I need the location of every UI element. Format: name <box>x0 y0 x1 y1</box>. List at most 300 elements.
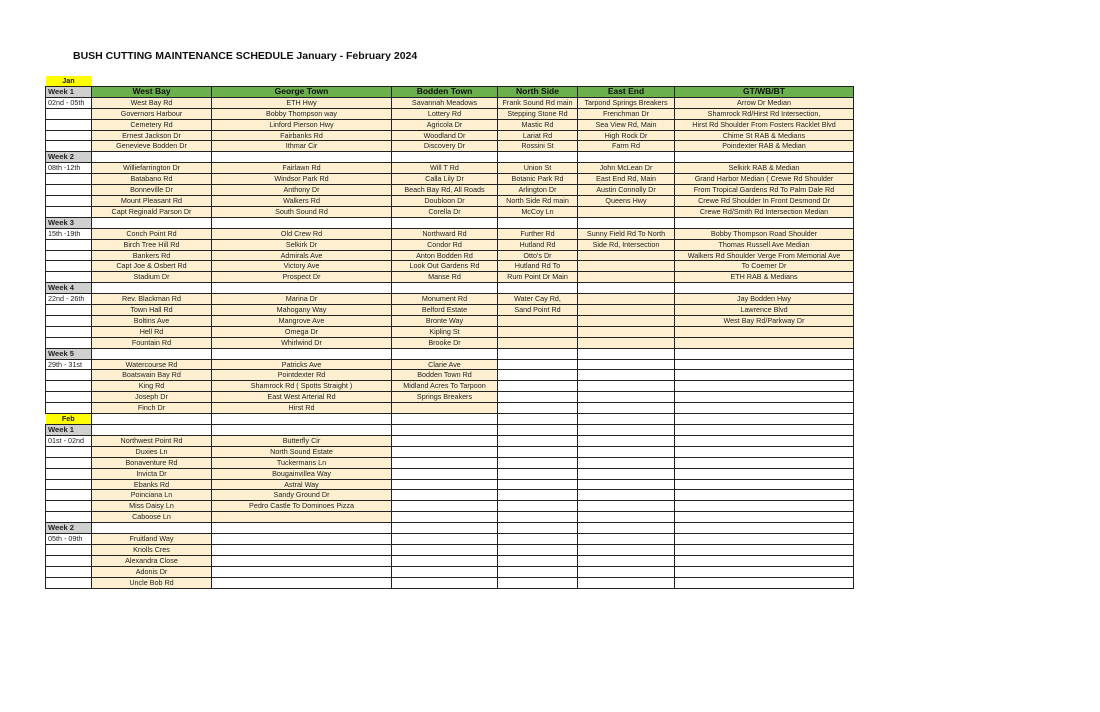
road-cell: Linford Pierson Hwy <box>212 119 392 130</box>
table-row <box>46 119 854 130</box>
road-cell: Bronte Way <box>392 315 498 326</box>
empty-cell <box>392 435 498 446</box>
spacer-cell <box>498 76 578 86</box>
road-cell: Bonneville Dr <box>92 185 212 196</box>
empty-cell <box>392 446 498 457</box>
table-row <box>46 566 854 577</box>
road-cell: East End Rd, Main <box>578 174 675 185</box>
road-cell: Fairlawn Rd <box>212 163 392 174</box>
road-cell: Springs Breakers <box>392 392 498 403</box>
week-label: Week 3 <box>46 217 92 228</box>
table-row <box>46 272 854 283</box>
road-cell: North Sound Estate <box>212 446 392 457</box>
road-cell: Miss Daisy Ln <box>92 501 212 512</box>
week-label: Week 2 <box>46 523 92 534</box>
road-cell: Water Cay Rd, <box>498 294 578 305</box>
road-cell: Crewe Rd/Smith Rd Intersection Median <box>675 206 854 217</box>
road-cell: Pedro Castle To Dominoes Pizza <box>212 501 392 512</box>
road-cell: Rum Point Dr Main <box>498 272 578 283</box>
empty-cell <box>578 479 675 490</box>
road-cell: Mangrove Ave <box>212 315 392 326</box>
empty-cell <box>92 152 212 163</box>
table-row <box>46 501 854 512</box>
road-cell: Thomas Russell Ave Median <box>675 239 854 250</box>
week-dates: 01st - 02nd <box>46 435 92 446</box>
empty-cell <box>498 283 578 294</box>
road-cell: Crewe Rd Shoulder In Front Desmond Dr <box>675 195 854 206</box>
empty-cell <box>498 435 578 446</box>
road-cell: King Rd <box>92 381 212 392</box>
empty-cell <box>578 348 675 359</box>
road-cell: Mastic Rd <box>498 119 578 130</box>
road-cell: ETH Hwy <box>212 97 392 108</box>
empty-cell <box>578 490 675 501</box>
empty-cell <box>675 479 854 490</box>
table-row <box>46 163 854 174</box>
road-cell: Mahogany Way <box>212 305 392 316</box>
road-cell: Ebanks Rd <box>92 479 212 490</box>
road-cell: Victory Ave <box>212 261 392 272</box>
empty-cell <box>46 174 92 185</box>
empty-cell <box>212 414 392 425</box>
road-cell: Watercourse Rd <box>92 359 212 370</box>
empty-cell <box>675 544 854 555</box>
road-cell: Frank Sound Rd main <box>498 97 578 108</box>
road-cell: Hutland Rd <box>498 239 578 250</box>
road-cell: Batabano Rd <box>92 174 212 185</box>
road-cell: Otto's Dr <box>498 250 578 261</box>
road-cell: Chime St RAB & Medians <box>675 130 854 141</box>
road-cell: Bodden Town Rd <box>392 370 498 381</box>
empty-cell <box>498 381 578 392</box>
empty-cell <box>46 479 92 490</box>
empty-cell <box>392 468 498 479</box>
table-row <box>46 326 854 337</box>
empty-cell <box>578 425 675 436</box>
empty-cell <box>46 185 92 196</box>
empty-cell <box>498 577 578 588</box>
road-cell: Side Rd, Intersection <box>578 239 675 250</box>
table-row <box>46 305 854 316</box>
empty-cell <box>578 534 675 545</box>
table-row <box>46 512 854 523</box>
empty-cell <box>392 577 498 588</box>
empty-cell <box>46 392 92 403</box>
week-dates: 15th -19th <box>46 228 92 239</box>
empty-cell <box>498 337 578 348</box>
empty-cell <box>46 370 92 381</box>
empty-cell <box>675 414 854 425</box>
road-cell: Sandy Ground Dr <box>212 490 392 501</box>
road-cell: Fruitland Way <box>92 534 212 545</box>
empty-cell <box>498 403 578 414</box>
empty-cell <box>46 305 92 316</box>
empty-cell <box>498 446 578 457</box>
empty-cell <box>498 326 578 337</box>
empty-cell <box>675 337 854 348</box>
empty-cell <box>392 348 498 359</box>
empty-cell <box>498 544 578 555</box>
road-cell: Whirlwind Dr <box>212 337 392 348</box>
empty-cell <box>392 425 498 436</box>
schedule-table <box>45 76 854 589</box>
empty-cell <box>212 555 392 566</box>
empty-cell <box>675 381 854 392</box>
road-cell: Belford Estate <box>392 305 498 316</box>
road-cell: Patricks Ave <box>212 359 392 370</box>
road-cell: Lottery Rd <box>392 108 498 119</box>
road-cell: North Side Rd main <box>498 195 578 206</box>
road-cell: Windsor Park Rd <box>212 174 392 185</box>
empty-cell <box>578 457 675 468</box>
empty-cell <box>92 283 212 294</box>
table-row <box>46 468 854 479</box>
road-cell: Anton Bodden Rd <box>392 250 498 261</box>
empty-cell <box>212 283 392 294</box>
empty-cell <box>578 272 675 283</box>
road-cell: Marina Dr <box>212 294 392 305</box>
road-cell: Conch Point Rd <box>92 228 212 239</box>
month-label: Jan <box>46 76 92 86</box>
table-row <box>46 130 854 141</box>
road-cell: Bobby Thompson Road Shoulder <box>675 228 854 239</box>
road-cell: Bonaventure Rd <box>92 457 212 468</box>
empty-cell <box>675 152 854 163</box>
road-cell: Capt Joe & Osbert Rd <box>92 261 212 272</box>
empty-cell <box>392 403 498 414</box>
road-cell: Hutland Rd To <box>498 261 578 272</box>
empty-cell <box>578 512 675 523</box>
road-cell: Botanic Park Rd <box>498 174 578 185</box>
road-cell: Arrow Dr Median <box>675 97 854 108</box>
road-cell: Joseph Dr <box>92 392 212 403</box>
road-cell: Sand Point Rd <box>498 305 578 316</box>
empty-cell <box>675 490 854 501</box>
empty-cell <box>92 523 212 534</box>
road-cell: Monument Rd <box>392 294 498 305</box>
empty-cell <box>578 326 675 337</box>
road-cell: Butterfly Cir <box>212 435 392 446</box>
road-cell: Calla Lily Dr <box>392 174 498 185</box>
road-cell: Pointdexter Rd <box>212 370 392 381</box>
road-cell: Stadium Dr <box>92 272 212 283</box>
table-row <box>46 381 854 392</box>
empty-cell <box>675 523 854 534</box>
empty-cell <box>46 337 92 348</box>
road-cell: Woodland Dr <box>392 130 498 141</box>
table-row <box>46 108 854 119</box>
empty-cell <box>675 534 854 545</box>
road-cell: Knolls Cres <box>92 544 212 555</box>
empty-cell <box>392 501 498 512</box>
road-cell: Shamrock Rd/Hirst Rd Intersection, <box>675 108 854 119</box>
empty-cell <box>675 435 854 446</box>
empty-cell <box>46 272 92 283</box>
empty-cell <box>46 555 92 566</box>
empty-cell <box>578 283 675 294</box>
road-cell: Bankers Rd <box>92 250 212 261</box>
empty-cell <box>46 261 92 272</box>
road-cell: Ithmar Cir <box>212 141 392 152</box>
empty-cell <box>212 544 392 555</box>
empty-cell <box>92 348 212 359</box>
empty-cell <box>92 414 212 425</box>
empty-cell <box>498 425 578 436</box>
empty-cell <box>392 555 498 566</box>
road-cell: Further Rd <box>498 228 578 239</box>
empty-cell <box>578 446 675 457</box>
road-cell: Anthony Dr <box>212 185 392 196</box>
empty-cell <box>675 501 854 512</box>
empty-cell <box>212 152 392 163</box>
table-row <box>46 446 854 457</box>
table-row <box>46 403 854 414</box>
empty-cell <box>675 403 854 414</box>
road-cell: Condor Rd <box>392 239 498 250</box>
week-label: Week 1 <box>46 86 92 97</box>
empty-cell <box>675 392 854 403</box>
empty-cell <box>46 141 92 152</box>
road-cell: Selkirk RAB & Median <box>675 163 854 174</box>
road-cell: Astral Way <box>212 479 392 490</box>
empty-cell <box>46 130 92 141</box>
road-cell: Alexandra Close <box>92 555 212 566</box>
empty-cell <box>578 250 675 261</box>
table-row <box>46 577 854 588</box>
empty-cell <box>498 315 578 326</box>
road-cell: From Tropical Gardens Rd To Palm Dale Rd <box>675 185 854 196</box>
table-row <box>46 359 854 370</box>
road-cell: Sea View Rd, Main <box>578 119 675 130</box>
road-cell: Bobby Thompson way <box>212 108 392 119</box>
table-row <box>46 239 854 250</box>
empty-cell <box>212 425 392 436</box>
road-cell: Governors Harbour <box>92 108 212 119</box>
empty-cell <box>675 217 854 228</box>
empty-cell <box>392 544 498 555</box>
road-cell: Walkers Rd <box>212 195 392 206</box>
empty-cell <box>46 239 92 250</box>
road-cell: Birch Tree Hill Rd <box>92 239 212 250</box>
road-cell: Northward Rd <box>392 228 498 239</box>
road-cell: High Rock Dr <box>578 130 675 141</box>
empty-cell <box>675 359 854 370</box>
empty-cell <box>578 261 675 272</box>
road-cell: Manse Rd <box>392 272 498 283</box>
empty-cell <box>578 435 675 446</box>
empty-cell <box>46 544 92 555</box>
road-cell: Uncle Bob Rd <box>92 577 212 588</box>
road-cell: Poindexter RAB & Median <box>675 141 854 152</box>
table-row <box>46 337 854 348</box>
empty-cell <box>392 479 498 490</box>
empty-cell <box>392 457 498 468</box>
road-cell: Invicta Dr <box>92 468 212 479</box>
empty-cell <box>498 392 578 403</box>
road-cell: Queens Hwy <box>578 195 675 206</box>
road-cell: Prospect Dr <box>212 272 392 283</box>
road-cell: Williefarrington Dr <box>92 163 212 174</box>
empty-cell <box>675 566 854 577</box>
week-label: Week 5 <box>46 348 92 359</box>
empty-cell <box>92 217 212 228</box>
table-row <box>46 490 854 501</box>
road-cell: To Coemer Dr <box>675 261 854 272</box>
empty-cell <box>578 577 675 588</box>
empty-cell <box>498 414 578 425</box>
road-cell: Fairbanks Rd <box>212 130 392 141</box>
road-cell: Savannah Meadows <box>392 97 498 108</box>
table-row <box>46 315 854 326</box>
table-row <box>46 435 854 446</box>
empty-cell <box>578 392 675 403</box>
road-cell: Grand Harbor Median ( Crewe Rd Shoulder <box>675 174 854 185</box>
road-cell: ETH RAB & Medians <box>675 272 854 283</box>
empty-cell <box>675 425 854 436</box>
empty-cell <box>392 217 498 228</box>
road-cell: Admirals Ave <box>212 250 392 261</box>
column-header-west-bay: West Bay <box>92 86 212 97</box>
empty-cell <box>498 512 578 523</box>
week-dates: 05th - 09th <box>46 534 92 545</box>
road-cell: John McLean Dr <box>578 163 675 174</box>
empty-cell <box>578 337 675 348</box>
road-cell: Corella Dr <box>392 206 498 217</box>
road-cell: Brooke Dr <box>392 337 498 348</box>
empty-cell <box>675 577 854 588</box>
table-row <box>46 97 854 108</box>
spacer-cell <box>212 76 392 86</box>
empty-cell <box>498 152 578 163</box>
road-cell: Duxies Ln <box>92 446 212 457</box>
spacer-cell <box>392 76 498 86</box>
page-title: BUSH CUTTING MAINTENANCE SCHEDULE January - February 2024 <box>73 50 418 62</box>
table-row <box>46 544 854 555</box>
road-cell: Stepping Stone Rd <box>498 108 578 119</box>
column-header-gt-wb-bt: GT/WB/BT <box>675 86 854 97</box>
empty-cell <box>46 446 92 457</box>
empty-cell <box>392 490 498 501</box>
road-cell: Omega Dr <box>212 326 392 337</box>
empty-cell <box>46 119 92 130</box>
road-cell: Bougainvillea Way <box>212 468 392 479</box>
empty-cell <box>498 490 578 501</box>
road-cell: Capt Reginald Parson Dr <box>92 206 212 217</box>
table-row <box>46 534 854 545</box>
column-header-bodden-town: Bodden Town <box>392 86 498 97</box>
empty-cell <box>675 370 854 381</box>
empty-cell <box>675 555 854 566</box>
week-dates: 08th -12th <box>46 163 92 174</box>
table-row <box>46 250 854 261</box>
road-cell: Old Crew Rd <box>212 228 392 239</box>
empty-cell <box>498 555 578 566</box>
empty-cell <box>498 348 578 359</box>
week-dates: 29th - 31st <box>46 359 92 370</box>
empty-cell <box>46 512 92 523</box>
table-row <box>46 206 854 217</box>
table-row <box>46 370 854 381</box>
week-label: Week 2 <box>46 152 92 163</box>
road-cell: Doubloon Dr <box>392 195 498 206</box>
empty-cell <box>578 370 675 381</box>
road-cell: West Bay Rd/Parkway Dr <box>675 315 854 326</box>
table-row <box>46 555 854 566</box>
road-cell: Ernest Jackson Dr <box>92 130 212 141</box>
road-cell: McCoy Ln <box>498 206 578 217</box>
road-cell: South Sound Rd <box>212 206 392 217</box>
empty-cell <box>578 305 675 316</box>
empty-cell <box>498 566 578 577</box>
empty-cell <box>578 566 675 577</box>
empty-cell <box>46 250 92 261</box>
empty-cell <box>212 512 392 523</box>
road-cell: Rev. Blackman Rd <box>92 294 212 305</box>
road-cell: Hirst Rd <box>212 403 392 414</box>
empty-cell <box>578 206 675 217</box>
road-cell: Selkirk Dr <box>212 239 392 250</box>
road-cell: Sunny Field Rd To North <box>578 228 675 239</box>
empty-cell <box>392 523 498 534</box>
empty-cell <box>212 534 392 545</box>
column-header-north-side: North Side <box>498 86 578 97</box>
road-cell: Hirst Rd Shoulder From Fosters Racklet Blvd <box>675 119 854 130</box>
road-cell: Genevieve Bodden Dr <box>92 141 212 152</box>
empty-cell <box>46 457 92 468</box>
empty-cell <box>392 283 498 294</box>
empty-cell <box>498 457 578 468</box>
empty-cell <box>578 315 675 326</box>
empty-cell <box>578 217 675 228</box>
week-dates: 02nd - 05th <box>46 97 92 108</box>
empty-cell <box>92 425 212 436</box>
table-row <box>46 261 854 272</box>
road-cell: Walkers Rd Shoulder Verge From Memorial Ave <box>675 250 854 261</box>
empty-cell <box>46 206 92 217</box>
road-cell: Fountain Rd <box>92 337 212 348</box>
road-cell: Tarpond Springs Breakers <box>578 97 675 108</box>
road-cell: Austin Connolly Dr <box>578 185 675 196</box>
empty-cell <box>578 403 675 414</box>
road-cell: Adonis Dr <box>92 566 212 577</box>
empty-cell <box>498 479 578 490</box>
empty-cell <box>675 468 854 479</box>
table-row <box>46 392 854 403</box>
week-label: Week 1 <box>46 425 92 436</box>
empty-cell <box>212 566 392 577</box>
road-cell: Discovery Dr <box>392 141 498 152</box>
road-cell: Union St <box>498 163 578 174</box>
empty-cell <box>578 414 675 425</box>
empty-cell <box>578 544 675 555</box>
empty-cell <box>46 566 92 577</box>
road-cell: East West Arterial Rd <box>212 392 392 403</box>
table-row <box>46 479 854 490</box>
empty-cell <box>392 512 498 523</box>
empty-cell <box>578 523 675 534</box>
road-cell: Rossini St <box>498 141 578 152</box>
road-cell: Kipling St <box>392 326 498 337</box>
table-row <box>46 195 854 206</box>
empty-cell <box>46 381 92 392</box>
empty-cell <box>46 108 92 119</box>
empty-cell <box>578 501 675 512</box>
road-cell: Agricola Dr <box>392 119 498 130</box>
empty-cell <box>46 195 92 206</box>
road-cell: Lawrence Blvd <box>675 305 854 316</box>
week-label: Week 4 <box>46 283 92 294</box>
road-cell: Shamrock Rd ( Spotts Straight ) <box>212 381 392 392</box>
